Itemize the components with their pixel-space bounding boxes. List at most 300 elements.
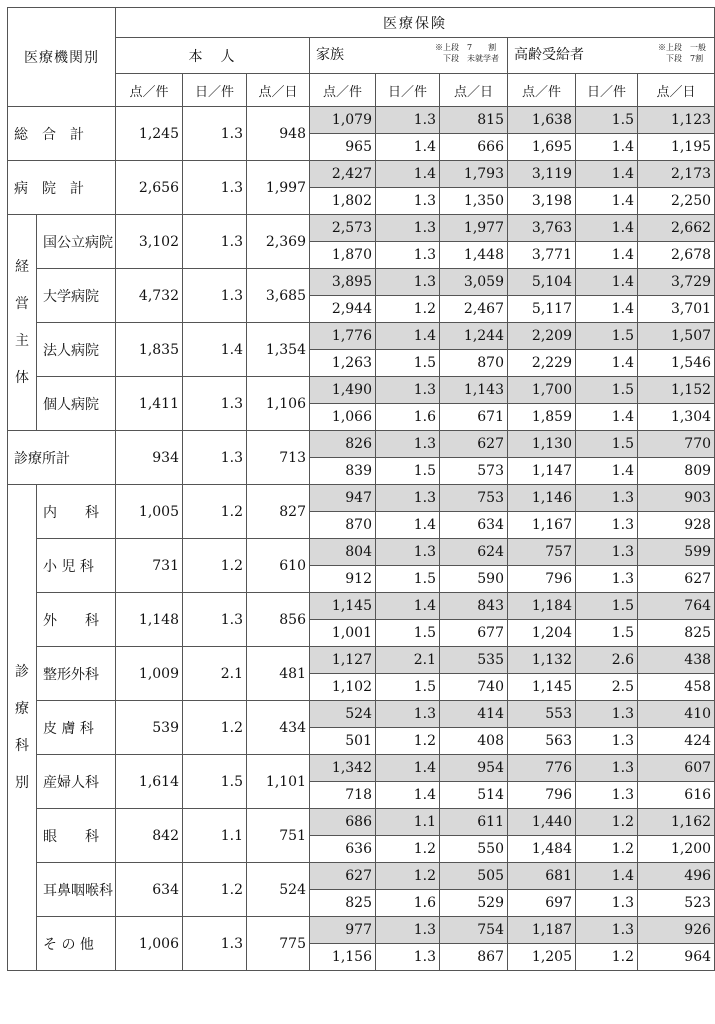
value-cell: 438 (638, 647, 715, 674)
row-label: そ の 他 (37, 917, 116, 971)
value-cell: 1.6 (376, 404, 440, 431)
value-cell: 2,678 (638, 242, 715, 269)
value-cell: 1.5 (376, 566, 440, 593)
value-cell: 1,802 (310, 188, 376, 215)
value-cell: 590 (440, 566, 508, 593)
value-cell: 1,776 (310, 323, 376, 350)
table-row (8, 215, 715, 242)
value-cell: 1.2 (376, 728, 440, 755)
value-cell: 1.5 (376, 458, 440, 485)
value-cell: 610 (247, 539, 310, 593)
value-cell: 1,147 (508, 458, 576, 485)
value-cell: 1.5 (376, 620, 440, 647)
value-cell: 1,700 (508, 377, 576, 404)
value-cell: 529 (440, 890, 508, 917)
value-cell: 757 (508, 539, 576, 566)
value-cell: 1,156 (310, 944, 376, 971)
value-cell: 1,350 (440, 188, 508, 215)
value-cell: 740 (440, 674, 508, 701)
value-cell: 2,656 (116, 161, 183, 215)
row-label: 耳鼻咽喉科 (37, 863, 116, 917)
table-row (8, 917, 715, 944)
value-cell: 1,162 (638, 809, 715, 836)
value-cell: 826 (310, 431, 376, 458)
value-cell: 1,145 (508, 674, 576, 701)
value-cell: 1,167 (508, 512, 576, 539)
koureisha-note (658, 42, 706, 64)
value-cell: 1.3 (576, 485, 638, 512)
row-label: 内 科 (37, 485, 116, 539)
value-cell: 634 (116, 863, 183, 917)
value-cell: 1.3 (576, 566, 638, 593)
value-cell: 677 (440, 620, 508, 647)
value-cell: 2,427 (310, 161, 376, 188)
value-cell: 1.3 (183, 377, 247, 431)
value-cell: 2,369 (247, 215, 310, 269)
value-cell: 1,614 (116, 755, 183, 809)
row-label: 大学病院 (37, 269, 116, 323)
value-cell: 1.1 (183, 809, 247, 863)
table-row (8, 809, 715, 836)
value-cell: 481 (247, 647, 310, 701)
value-cell: 1.4 (576, 404, 638, 431)
value-cell: 1,106 (247, 377, 310, 431)
value-cell: 671 (440, 404, 508, 431)
row-label: 眼 科 (37, 809, 116, 863)
row-label: 個人病院 (37, 377, 116, 431)
value-cell: 666 (440, 134, 508, 161)
value-cell: 1,490 (310, 377, 376, 404)
value-cell: 1.3 (576, 917, 638, 944)
value-cell: 1.5 (576, 593, 638, 620)
koureisha-note-top: ※上段 一般 (658, 43, 707, 52)
table-row (8, 647, 715, 674)
table-row (8, 107, 715, 134)
value-cell: 1.3 (183, 161, 247, 215)
group-char: 営 (15, 295, 29, 312)
kazoku-note-bottom: 下段 未就学者 (443, 54, 499, 63)
value-cell: 3,763 (508, 215, 576, 242)
value-cell: 1,507 (638, 323, 715, 350)
value-cell: 1.5 (576, 431, 638, 458)
row-label: 総 合 計 (8, 107, 116, 161)
table-row (8, 161, 715, 188)
value-cell: 954 (440, 755, 508, 782)
value-cell: 2,467 (440, 296, 508, 323)
column-header: 点／日 (440, 74, 508, 107)
value-cell: 770 (638, 431, 715, 458)
table-row (8, 269, 715, 296)
group-label-shinryo (8, 485, 37, 971)
value-cell: 1.3 (376, 539, 440, 566)
value-cell: 977 (310, 917, 376, 944)
value-cell: 1.6 (376, 890, 440, 917)
value-cell: 501 (310, 728, 376, 755)
value-cell: 1,123 (638, 107, 715, 134)
kazoku-note (435, 42, 499, 64)
value-cell: 627 (310, 863, 376, 890)
value-cell: 1,005 (116, 485, 183, 539)
value-cell: 1.3 (376, 944, 440, 971)
value-cell: 616 (638, 782, 715, 809)
value-cell: 1,546 (638, 350, 715, 377)
value-cell: 1,638 (508, 107, 576, 134)
value-cell: 1.3 (576, 701, 638, 728)
value-cell: 1,342 (310, 755, 376, 782)
value-cell: 1,448 (440, 242, 508, 269)
value-cell: 1,263 (310, 350, 376, 377)
value-cell: 1.4 (576, 242, 638, 269)
value-cell: 1,102 (310, 674, 376, 701)
value-cell: 870 (310, 512, 376, 539)
value-cell: 2.5 (576, 674, 638, 701)
value-cell: 1.5 (576, 377, 638, 404)
value-cell: 964 (638, 944, 715, 971)
value-cell: 753 (440, 485, 508, 512)
table-row (8, 539, 715, 566)
value-cell: 1.2 (183, 701, 247, 755)
value-cell: 1,148 (116, 593, 183, 647)
value-cell: 1.2 (376, 296, 440, 323)
value-cell: 434 (247, 701, 310, 755)
value-cell: 458 (638, 674, 715, 701)
row-label: 病 院 計 (8, 161, 116, 215)
value-cell: 535 (440, 647, 508, 674)
value-cell: 1.4 (376, 323, 440, 350)
value-cell: 1,870 (310, 242, 376, 269)
value-cell: 1,146 (508, 485, 576, 512)
value-cell: 1.3 (376, 215, 440, 242)
row-label: 皮 膚 科 (37, 701, 116, 755)
value-cell: 1.4 (576, 350, 638, 377)
value-cell: 1,079 (310, 107, 376, 134)
value-cell: 624 (440, 539, 508, 566)
value-cell: 1.4 (576, 296, 638, 323)
koureisha-header (508, 38, 715, 74)
value-cell: 839 (310, 458, 376, 485)
value-cell: 697 (508, 890, 576, 917)
group-label-keiei (8, 215, 37, 431)
value-cell: 1.3 (183, 107, 247, 161)
value-cell: 1.3 (576, 728, 638, 755)
value-cell: 1.5 (376, 350, 440, 377)
group-char: 経 (15, 258, 29, 275)
value-cell: 524 (247, 863, 310, 917)
value-cell: 1,411 (116, 377, 183, 431)
value-cell: 553 (508, 701, 576, 728)
table-row (8, 431, 715, 458)
value-cell: 3,119 (508, 161, 576, 188)
value-cell: 414 (440, 701, 508, 728)
value-cell: 410 (638, 701, 715, 728)
value-cell: 1.4 (576, 458, 638, 485)
value-cell: 948 (247, 107, 310, 161)
value-cell: 1.3 (183, 593, 247, 647)
table-row (8, 323, 715, 350)
row-label: 法人病院 (37, 323, 116, 377)
value-cell: 505 (440, 863, 508, 890)
value-cell: 1.3 (376, 701, 440, 728)
value-cell: 1,132 (508, 647, 576, 674)
table-row (8, 485, 715, 512)
value-cell: 796 (508, 782, 576, 809)
value-cell: 1,066 (310, 404, 376, 431)
value-cell: 1.3 (376, 269, 440, 296)
value-cell: 912 (310, 566, 376, 593)
value-cell: 1.4 (576, 863, 638, 890)
value-cell: 1.3 (376, 377, 440, 404)
value-cell: 2,229 (508, 350, 576, 377)
value-cell: 1,127 (310, 647, 376, 674)
group-char: 体 (15, 369, 29, 386)
group-char: 療 (15, 700, 29, 717)
facility-header: 医療機関別 (8, 8, 116, 107)
value-cell: 1.4 (376, 161, 440, 188)
value-cell: 1.5 (183, 755, 247, 809)
value-cell: 2,662 (638, 215, 715, 242)
value-cell: 1,835 (116, 323, 183, 377)
value-cell: 524 (310, 701, 376, 728)
value-cell: 1.3 (576, 755, 638, 782)
value-cell: 1,354 (247, 323, 310, 377)
value-cell: 947 (310, 485, 376, 512)
value-cell: 1,006 (116, 917, 183, 971)
value-cell: 599 (638, 539, 715, 566)
row-label: 小 児 科 (37, 539, 116, 593)
value-cell: 1.2 (576, 836, 638, 863)
value-cell: 1.3 (376, 107, 440, 134)
value-cell: 627 (638, 566, 715, 593)
column-header: 点／件 (508, 74, 576, 107)
value-cell: 1,793 (440, 161, 508, 188)
value-cell: 870 (440, 350, 508, 377)
value-cell: 1.4 (576, 134, 638, 161)
medical-cost-table (7, 7, 715, 971)
value-cell: 1.2 (376, 836, 440, 863)
value-cell: 1,009 (116, 647, 183, 701)
value-cell: 2.1 (183, 647, 247, 701)
value-cell: 796 (508, 566, 576, 593)
value-cell: 1,977 (440, 215, 508, 242)
value-cell: 1,484 (508, 836, 576, 863)
value-cell: 1.3 (183, 917, 247, 971)
value-cell: 1,859 (508, 404, 576, 431)
value-cell: 1.5 (376, 674, 440, 701)
value-cell: 1.5 (576, 107, 638, 134)
value-cell: 1,244 (440, 323, 508, 350)
value-cell: 926 (638, 917, 715, 944)
column-header: 日／件 (376, 74, 440, 107)
value-cell: 3,895 (310, 269, 376, 296)
value-cell: 2.1 (376, 647, 440, 674)
value-cell: 496 (638, 863, 715, 890)
value-cell: 3,059 (440, 269, 508, 296)
value-cell: 550 (440, 836, 508, 863)
value-cell: 5,117 (508, 296, 576, 323)
kazoku-note-top: ※上段 7 割 (435, 43, 497, 52)
value-cell: 3,771 (508, 242, 576, 269)
value-cell: 611 (440, 809, 508, 836)
value-cell: 1.3 (183, 431, 247, 485)
value-cell: 809 (638, 458, 715, 485)
value-cell: 1.2 (183, 485, 247, 539)
value-cell: 636 (310, 836, 376, 863)
value-cell: 1,130 (508, 431, 576, 458)
value-cell: 1,001 (310, 620, 376, 647)
value-cell: 804 (310, 539, 376, 566)
value-cell: 1,205 (508, 944, 576, 971)
group-char: 科 (15, 737, 29, 754)
group-char: 診 (15, 663, 29, 680)
row-label: 診療所計 (8, 431, 116, 485)
value-cell: 5,104 (508, 269, 576, 296)
group-char: 主 (15, 332, 29, 349)
value-cell: 1.3 (576, 890, 638, 917)
value-cell: 2,209 (508, 323, 576, 350)
value-cell: 1,204 (508, 620, 576, 647)
value-cell: 1.2 (183, 539, 247, 593)
column-header: 日／件 (576, 74, 638, 107)
row-label: 外 科 (37, 593, 116, 647)
value-cell: 4,732 (116, 269, 183, 323)
value-cell: 1.5 (576, 323, 638, 350)
value-cell: 1.4 (376, 134, 440, 161)
value-cell: 1.3 (576, 539, 638, 566)
honnin-header: 本 人 (116, 38, 310, 74)
value-cell: 1,200 (638, 836, 715, 863)
value-cell: 1.4 (576, 269, 638, 296)
value-cell: 1,440 (508, 809, 576, 836)
value-cell: 775 (247, 917, 310, 971)
value-cell: 3,701 (638, 296, 715, 323)
column-header: 日／件 (183, 74, 247, 107)
value-cell: 1.4 (376, 782, 440, 809)
koureisha-note-bottom: 下段 7割 (666, 54, 704, 63)
value-cell: 1.5 (576, 620, 638, 647)
value-cell: 928 (638, 512, 715, 539)
value-cell: 1.3 (183, 215, 247, 269)
value-cell: 3,198 (508, 188, 576, 215)
value-cell: 776 (508, 755, 576, 782)
value-cell: 1,695 (508, 134, 576, 161)
table-row (8, 863, 715, 890)
value-cell: 1.3 (576, 512, 638, 539)
value-cell: 1.3 (576, 782, 638, 809)
value-cell: 713 (247, 431, 310, 485)
group-char: 別 (15, 774, 29, 791)
koureisha-label: 高齢受給者 (514, 47, 584, 63)
value-cell: 607 (638, 755, 715, 782)
value-cell: 1,101 (247, 755, 310, 809)
column-header: 点／日 (638, 74, 715, 107)
value-cell: 1,184 (508, 593, 576, 620)
value-cell: 827 (247, 485, 310, 539)
value-cell: 764 (638, 593, 715, 620)
column-header: 点／件 (310, 74, 376, 107)
value-cell: 539 (116, 701, 183, 755)
value-cell: 424 (638, 728, 715, 755)
value-cell: 1.3 (376, 242, 440, 269)
value-cell: 3,729 (638, 269, 715, 296)
value-cell: 1,304 (638, 404, 715, 431)
value-cell: 1,245 (116, 107, 183, 161)
value-cell: 573 (440, 458, 508, 485)
value-cell: 718 (310, 782, 376, 809)
value-cell: 965 (310, 134, 376, 161)
value-cell: 563 (508, 728, 576, 755)
value-cell: 1.2 (183, 863, 247, 917)
value-cell: 1.4 (576, 161, 638, 188)
row-label: 国公立病院 (37, 215, 116, 269)
value-cell: 1,145 (310, 593, 376, 620)
value-cell: 903 (638, 485, 715, 512)
value-cell: 1.1 (376, 809, 440, 836)
column-header: 点／日 (247, 74, 310, 107)
value-cell: 754 (440, 917, 508, 944)
value-cell: 3,102 (116, 215, 183, 269)
table-row (8, 377, 715, 404)
value-cell: 2.6 (576, 647, 638, 674)
value-cell: 2,250 (638, 188, 715, 215)
value-cell: 1,195 (638, 134, 715, 161)
value-cell: 408 (440, 728, 508, 755)
value-cell: 1.4 (183, 323, 247, 377)
value-cell: 825 (638, 620, 715, 647)
value-cell: 1.3 (376, 917, 440, 944)
kazoku-header (310, 38, 508, 74)
value-cell: 523 (638, 890, 715, 917)
value-cell: 634 (440, 512, 508, 539)
value-cell: 1.4 (376, 755, 440, 782)
table-row (8, 593, 715, 620)
kazoku-label: 家族 (316, 47, 344, 63)
value-cell: 751 (247, 809, 310, 863)
value-cell: 1.4 (576, 215, 638, 242)
value-cell: 1,997 (247, 161, 310, 215)
row-label: 産婦人科 (37, 755, 116, 809)
value-cell: 1.4 (376, 512, 440, 539)
value-cell: 1.3 (376, 485, 440, 512)
value-cell: 686 (310, 809, 376, 836)
value-cell: 1.3 (376, 188, 440, 215)
value-cell: 2,944 (310, 296, 376, 323)
value-cell: 2,573 (310, 215, 376, 242)
table-row (8, 755, 715, 782)
value-cell: 1.4 (376, 593, 440, 620)
value-cell: 3,685 (247, 269, 310, 323)
value-cell: 856 (247, 593, 310, 647)
value-cell: 867 (440, 944, 508, 971)
value-cell: 1.3 (183, 269, 247, 323)
value-cell: 514 (440, 782, 508, 809)
value-cell: 1.2 (376, 863, 440, 890)
value-cell: 681 (508, 863, 576, 890)
value-cell: 1.2 (576, 944, 638, 971)
value-cell: 1.2 (576, 809, 638, 836)
value-cell: 731 (116, 539, 183, 593)
value-cell: 1.3 (376, 431, 440, 458)
value-cell: 1.4 (576, 188, 638, 215)
value-cell: 825 (310, 890, 376, 917)
table-row (8, 701, 715, 728)
insurance-header: 医療保険 (116, 8, 715, 38)
value-cell: 1,152 (638, 377, 715, 404)
value-cell: 843 (440, 593, 508, 620)
value-cell: 842 (116, 809, 183, 863)
value-cell: 815 (440, 107, 508, 134)
value-cell: 1,143 (440, 377, 508, 404)
value-cell: 934 (116, 431, 183, 485)
